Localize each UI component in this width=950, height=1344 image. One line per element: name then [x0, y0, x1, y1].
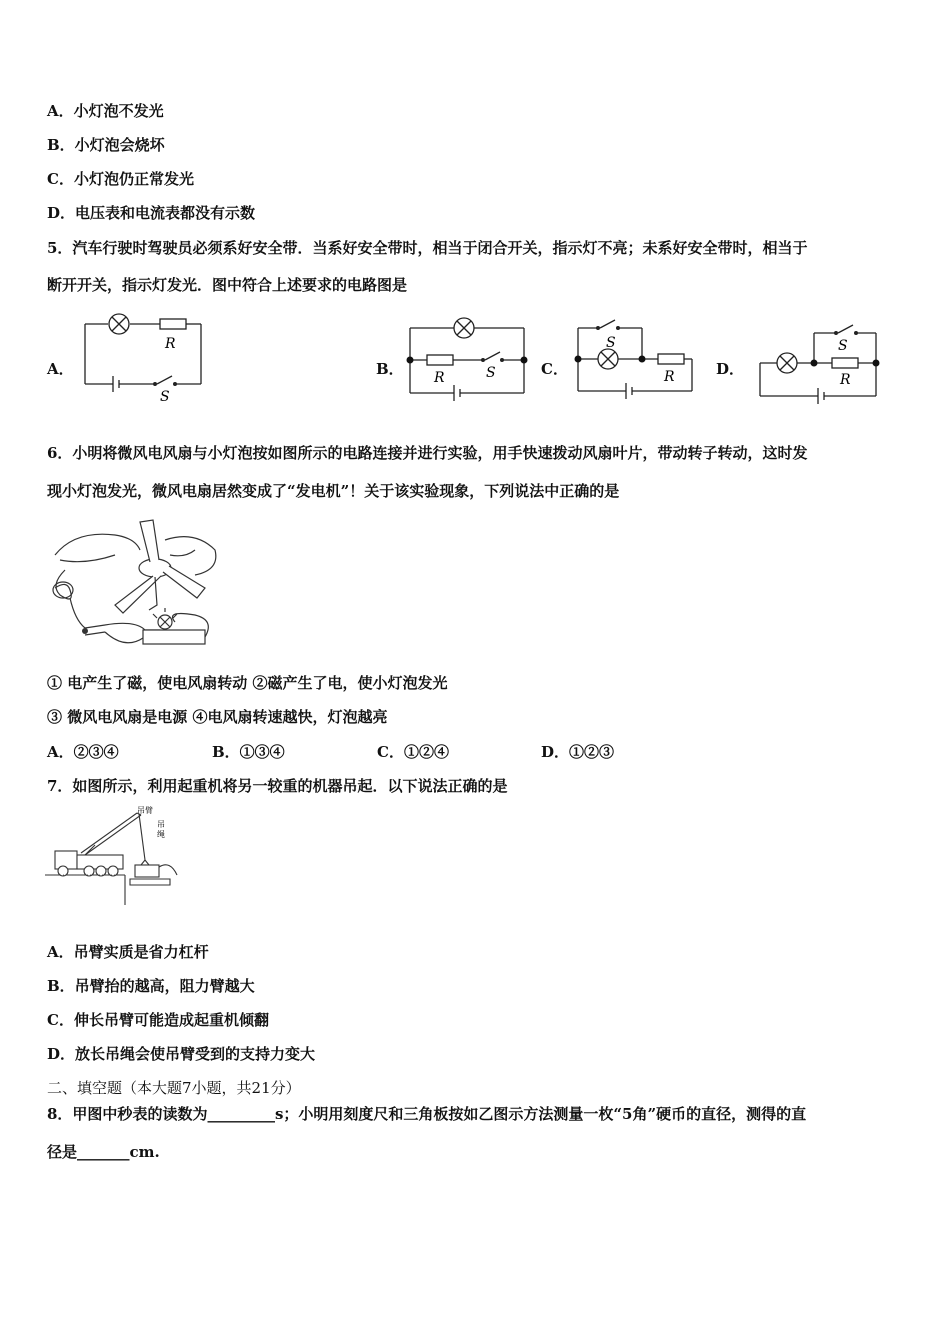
q5-label-d: D． [716, 360, 745, 378]
q8-line2: 径是_______cm. [47, 1143, 160, 1161]
q5-stem-line1: 5．汽车行驶时驾驶员必须系好安全带．当系好安全带时，相当于闭合开关，指示灯不亮；未系好安全带时，相当于 [47, 239, 808, 257]
q6-choice-c: C．①②④ [377, 743, 449, 761]
crane-rope-label-2: 绳 [157, 830, 165, 839]
q5a-s-label: S [160, 389, 170, 403]
q4-option-d: D．电压表和电流表都没有示数 [47, 204, 256, 222]
q7-option-c: C．伸长吊臂可能造成起重机倾翻 [47, 1011, 269, 1029]
q4-option-c: C．小灯泡仍正常发光 [47, 170, 194, 188]
q5-circuit-b [402, 315, 532, 405]
q6-choice-b: B．①③④ [212, 743, 285, 761]
q5-label-b: B． [376, 360, 404, 378]
q7-stem: 7．如图所示，利用起重机将另一较重的机器吊起．以下说法正确的是 [47, 777, 508, 795]
q5d-r-label: R [840, 372, 851, 388]
q6-statement-3-4: ③ 微风电风扇是电源 ④电风扇转速越快，灯泡越亮 [47, 708, 388, 726]
q5b-r-label: R [434, 370, 445, 386]
section-heading: 二、填空题（本大题7小题，共21分） [47, 1079, 301, 1097]
q6-stem-line2: 现小灯泡发光，微风电扇居然变成了“发电机”！关于该实验现象，下列说法中正确的是 [47, 482, 620, 500]
q4-option-a: A．小灯泡不发光 [47, 102, 164, 120]
crane-rope-label-1: 吊 [157, 820, 165, 829]
q5a-r-label: R [165, 336, 176, 352]
q8-line1: 8．甲图中秒表的读数为_________s；小明用刻度尺和三角板按如乙图示方法测量一枚“5角”硬币的直径，测得的直 [47, 1105, 807, 1123]
q5-label-c: C． [541, 360, 568, 378]
q6-choice-d: D．①②③ [541, 743, 615, 761]
q5-stem-line2: 断开开关，指示灯发光．图中符合上述要求的电路图是 [47, 276, 408, 294]
q7-option-b: B．吊臂抬的越高，阻力臂越大 [47, 977, 255, 995]
crane-figure [45, 805, 185, 905]
q5c-r-label: R [664, 369, 675, 385]
q4-option-b: B．小灯泡会烧坏 [47, 136, 165, 154]
q5-circuit-c [570, 315, 700, 405]
q6-stem-line1: 6．小明将微风电风扇与小灯泡按如图所示的电路连接并进行实验，用手快速拨动风扇叶片，带动转子转动，这时发 [47, 444, 808, 462]
crane-arm-label: 吊臂 [137, 806, 153, 815]
q5c-s-label: S [606, 335, 616, 351]
q6-choice-a: A．②③④ [47, 743, 119, 761]
q7-option-a: A．吊臂实质是省力杠杆 [47, 943, 209, 961]
q7-option-d: D．放长吊绳会使吊臂受到的支持力变大 [47, 1045, 316, 1063]
q5b-s-label: S [486, 365, 496, 381]
q5-circuit-d [752, 320, 884, 408]
q5d-s-label: S [838, 338, 848, 354]
q6-statement-1-2: ① 电产生了磁，使电风扇转动 ②磁产生了电，使小灯泡发光 [47, 674, 448, 692]
q5-circuit-a [80, 308, 210, 403]
fan-bulb-figure [45, 510, 225, 660]
q5-label-a: A． [47, 360, 74, 378]
